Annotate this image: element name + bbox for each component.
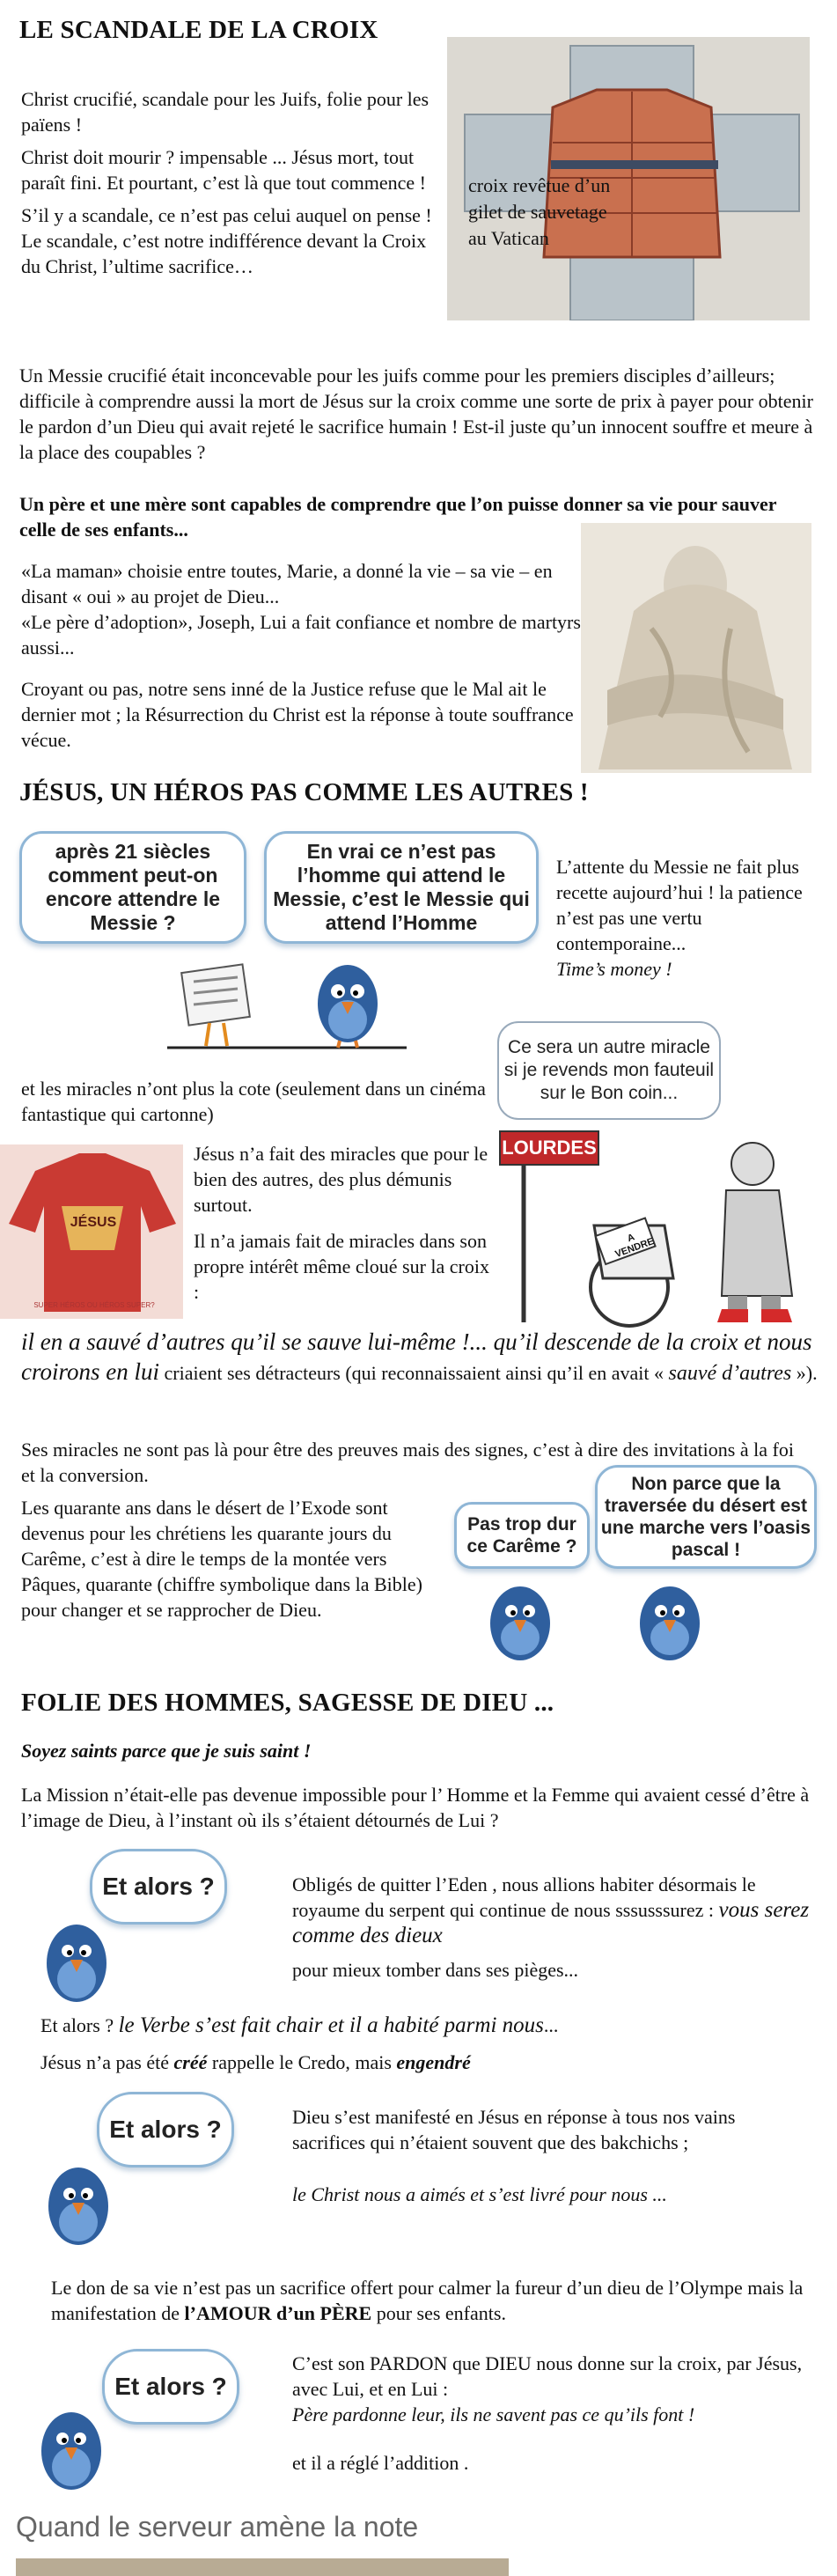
- eden-text-block: [292, 1872, 811, 1983]
- paragraph: Christ doit mourir ? impensable ... Jésus mort, tout paraît fini. Et pourtant, c’est là que tout commence !: [21, 146, 427, 194]
- intro-text-block: [21, 86, 435, 279]
- parents-text-block: [21, 558, 584, 753]
- quote-italic-short: sauvé d’autres: [668, 1362, 792, 1385]
- shirt-caption: SUPER HÉROS OU HÉROS SUPER?: [33, 1301, 155, 1309]
- paragraph: Dieu s’est manifesté en Jésus en réponse à tous nos vains sacrifices qui n’étaient souvent que des bakchichs ;: [292, 2106, 736, 2153]
- credo-text: rappelle le Credo, mais: [207, 2051, 397, 2073]
- paragraph: S’il y a scandale, ce n’est pas celui auquel on pense ! Le scandale, c’est notre indifférence devant la Croix du Christ, l’ultime sacrifice…: [21, 204, 432, 277]
- speech-bubble-et-alors: Et alors ?: [97, 2092, 234, 2168]
- lourdes-sign: LOURDES: [499, 1130, 599, 1166]
- section-title-scandale: LE SCANDALE DE LA CROIX: [19, 16, 378, 44]
- paragraph: Jésus n’a fait des miracles que pour le bien des autres, des plus démunis surtout.: [194, 1143, 488, 1216]
- pardon-text-block: [292, 2351, 820, 2476]
- ellipsis: ...: [543, 2014, 559, 2036]
- eden-text: Obligés de quitter l’Eden , nous allions habiter désormais le royaume du serpent qui continue de nous sssusssurez :: [292, 1873, 756, 1921]
- paragraph: et il a réglé l’addition .: [292, 2452, 469, 2474]
- birds-illustration: [167, 942, 407, 1056]
- paragraph: Il n’a jamais fait de miracles dans son propre intérêt même cloué sur la croix :: [194, 1230, 489, 1303]
- detractors-quote: [21, 1328, 818, 1388]
- paragraph: «La maman» choisie entre toutes, Marie, a donné la vie – sa vie – en disant « oui » au projet de Dieu...: [21, 560, 553, 607]
- speech-bubble-et-alors: Et alors ?: [90, 1849, 227, 1925]
- section-title-folie: FOLIE DES HOMMES, SAGESSE DE DIEU ...: [21, 1689, 554, 1717]
- pieta-statue-image: [581, 523, 811, 773]
- amour-end: pour ses enfants.: [371, 2302, 506, 2324]
- quote-italic: il en a sauvé d’autres qu’il se sauve lui-même !... qu’il descende de la croix et nous croirons en lui: [21, 1328, 812, 1385]
- paragraph: Ses miracles ne sont pas là pour être des preuves mais des signes, c’est à dire des invitations à la foi et la conversion.: [21, 1439, 794, 1486]
- et-alors-text: Et alors ?: [40, 2014, 119, 2036]
- paragraph: Croyant ou pas, notre sens inné de la Justice refuse que le Mal ait le dernier mot ; la Résurrection du Christ est la réponse à toute souffrance vécue.: [21, 678, 574, 751]
- paragraph: L’attente du Messie ne fait plus recette aujourd’hui ! la patience n’est pas une vertu contemporaine...: [556, 856, 803, 954]
- blue-bird-icon: [640, 1586, 700, 1660]
- paragraph: Christ crucifié, scandale pour les Juifs, folie pour les païens !: [21, 88, 430, 136]
- speech-bubble-fauteuil: Ce sera un autre miracle si je revends mon fauteuil sur le Bon coin...: [497, 1021, 721, 1120]
- blue-bird-icon: [490, 1586, 550, 1660]
- attente-text: [556, 854, 816, 982]
- footer-caption: Quand le serveur amène la note: [16, 2511, 419, 2543]
- blue-bird-icon: [37, 1912, 116, 2009]
- blue-bird-icon: [32, 2400, 111, 2497]
- quote-end: »).: [791, 1362, 818, 1384]
- paragraph-italic: Time’s money !: [556, 958, 672, 980]
- verbe-line: [40, 2013, 815, 2038]
- subtitle: Soyez saints parce que je suis saint !: [21, 1740, 312, 1762]
- credo-text: Jésus n’a pas été: [40, 2051, 174, 2073]
- cross-lifejacket-image: [447, 37, 810, 320]
- speech-bubble-desert: Non parce que la traversée du désert est une marche vers l’oasis pascal !: [595, 1465, 817, 1569]
- lourdes-cartoon: [497, 1120, 816, 1331]
- shirt-label: JÉSUS: [70, 1215, 117, 1230]
- sacrifices-text-block: [292, 2104, 811, 2207]
- speech-bubble-careme: Pas trop dur ce Carême ?: [454, 1502, 590, 1569]
- paragraph: et les miracles n’ont plus la cote (seulement dans un cinéma fantastique qui cartonne): [21, 1078, 486, 1125]
- paragraph: Les quarante ans dans le désert de l’Exode sont devenus pour les chrétiens les quarante jours du Carême, c’est à dire le temps de la montée vers Pâques, quarante (chiffre symbolique dans la Bible) pour changer et se rapprocher de Dieu.: [21, 1497, 422, 1621]
- engendre-word: engendré: [396, 2051, 471, 2073]
- blue-bird-icon: [39, 2155, 118, 2252]
- for-sale-sign: A VENDRE: [613, 1232, 656, 1261]
- miracles-text-block: [194, 1141, 493, 1305]
- amour-text: Le don de sa vie n’est pas un sacrifice offert pour calmer la fureur d’un dieu de l’Olympe mais la manifestation de: [51, 2277, 804, 2324]
- footer-image-strip: [16, 2558, 509, 2576]
- verbe-quote: le Verbe s’est fait chair et il a habité parmi nous: [118, 2013, 544, 2037]
- paragraph: pour mieux tomber dans ses pièges...: [292, 1959, 579, 1981]
- section-title-heros: JÉSUS, UN HÉROS PAS COMME LES AUTRES !: [19, 778, 589, 806]
- paragraph: C’est son PARDON que DIEU nous donne sur la croix, par Jésus, avec Lui, et en Lui :: [292, 2352, 803, 2400]
- speech-bubble-et-alors: Et alors ?: [102, 2349, 239, 2425]
- paragraph-italic: le Christ nous a aimés et s’est livré pour nous ...: [292, 2183, 667, 2205]
- paragraph: Un Messie crucifié était inconcevable pour les juifs comme pour les premiers disciples d’ailleurs; difficile à comprendre aussi la mort de Jésus sur la croix comme une sorte de prix à payer pour obtenir le pardon d’un Dieu qui avait rejeté le sacrifice humain ! Est-il juste qu’un innocent souffre et meure à la place des coupables ?: [19, 364, 813, 463]
- serpent-quote: vous serez comme des dieux: [292, 1898, 810, 1947]
- amour-paragraph: [51, 2275, 808, 2326]
- paragraph-bold: Un père et une mère sont capables de comprendre que l’on puisse donner sa vie pour sauver celle de ses enfants...: [19, 493, 777, 541]
- jesus-superhero-shirt-image: [0, 1144, 183, 1319]
- paragraph: [292, 1872, 811, 1948]
- quote-plain: criaient ses détracteurs (qui reconnaissaient ainsi qu’il en avait «: [159, 1362, 669, 1384]
- speech-bubble-messie: En vrai ce n’est pas l’homme qui attend le Messie, c’est le Messie qui attend l’Homme: [264, 831, 539, 944]
- newspaper-icon: [181, 964, 250, 1046]
- two-birds-illustration: [481, 1571, 745, 1669]
- paragraph: «Le père d’adoption», Joseph, Lui a fait confiance et nombre de martyrs aussi...: [21, 611, 581, 659]
- paragraph-italic: Père pardonne leur, ils ne savent pas ce qu’ils font !: [292, 2403, 695, 2425]
- amour-pere: l’AMOUR d’un PÈRE: [184, 2302, 372, 2324]
- paragraph: La Mission n’était-elle pas devenue impossible pour l’ Homme et la Femme qui avaient cessé d’être à l’image de Dieu, à l’instant où ils s’étaient détournés de Lui ?: [21, 1784, 810, 1831]
- cross-caption: croix revêtue d’un gilet de sauvetage au Vatican: [468, 174, 611, 249]
- credo-line: [40, 2050, 815, 2075]
- blue-bird-icon: [318, 965, 378, 1048]
- speech-bubble-siecles: après 21 siècles comment peut-on encore attendre le Messie ?: [19, 831, 246, 944]
- cree-word: créé: [173, 2051, 208, 2073]
